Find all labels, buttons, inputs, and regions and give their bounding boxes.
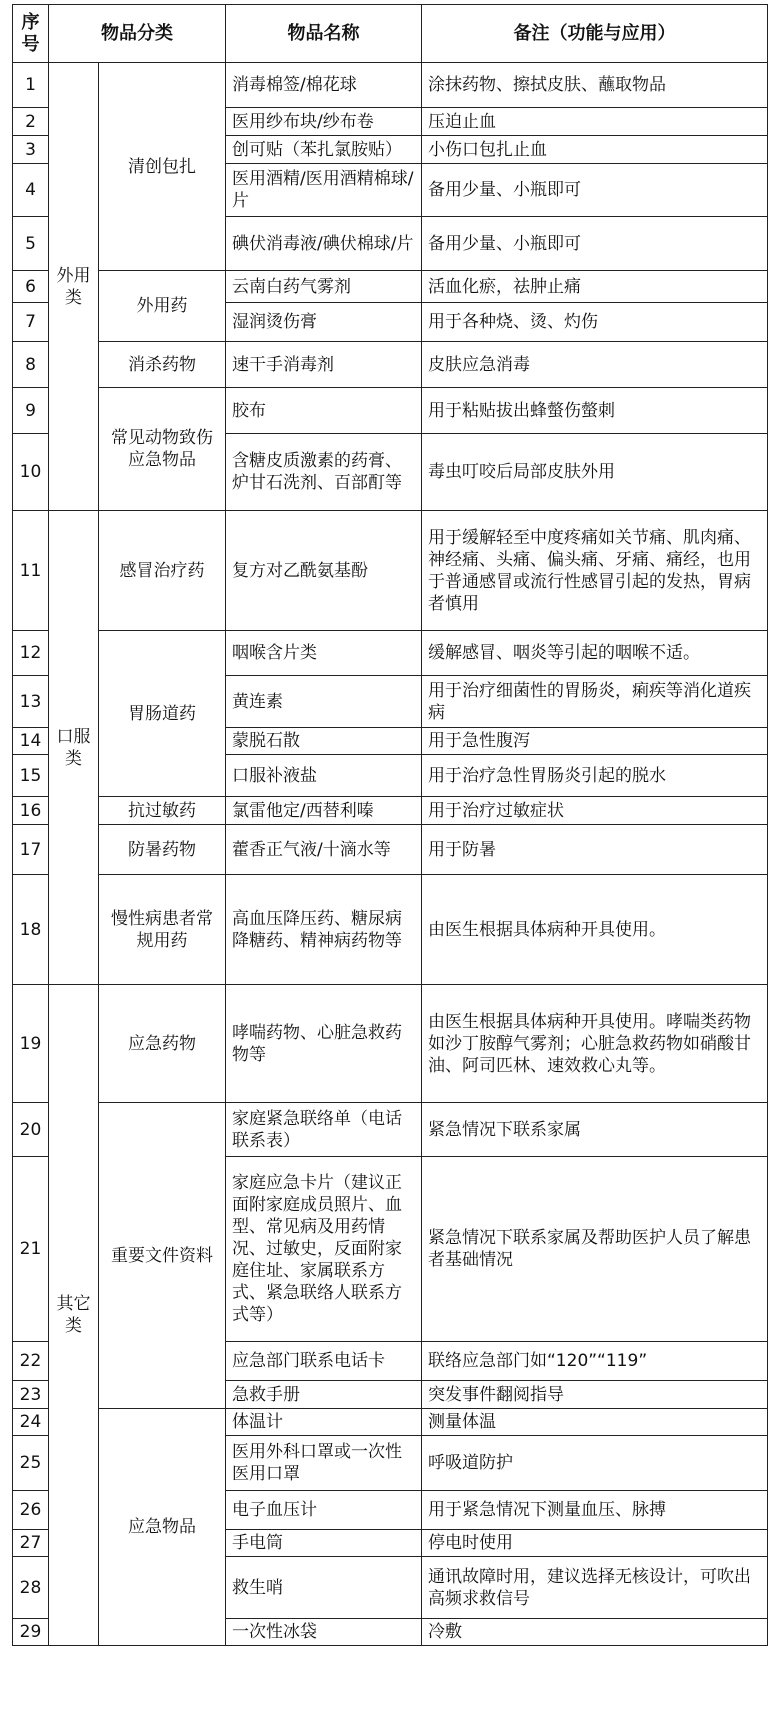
row-no: 9 bbox=[13, 388, 49, 434]
table-row bbox=[13, 388, 768, 434]
item-remark: 测量体温 bbox=[422, 1409, 768, 1436]
group-other: 其它类 bbox=[49, 985, 99, 1646]
item-remark: 备用少量、小瓶即可 bbox=[422, 217, 768, 271]
row-no: 11 bbox=[13, 511, 49, 631]
row-no: 23 bbox=[13, 1381, 49, 1409]
row-no: 10 bbox=[13, 434, 49, 511]
item-name: 碘伏消毒液/碘伏棉球/片 bbox=[226, 217, 422, 271]
subgroup-heatstroke: 防暑药物 bbox=[99, 825, 226, 875]
row-no: 16 bbox=[13, 797, 49, 825]
item-name: 救生哨 bbox=[226, 1557, 422, 1619]
subgroup-topical: 外用药 bbox=[99, 271, 226, 342]
subgroup-emergency-drug: 应急药物 bbox=[99, 985, 226, 1103]
item-name: 咽喉含片类 bbox=[226, 631, 422, 676]
group-external: 外用类 bbox=[49, 63, 99, 511]
item-name: 口服补液盐 bbox=[226, 755, 422, 797]
item-name: 医用酒精/医用酒精棉球/片 bbox=[226, 164, 422, 217]
item-remark: 紧急情况下联系家属及帮助医护人员了解患者基础情况 bbox=[422, 1157, 768, 1342]
row-no: 6 bbox=[13, 271, 49, 303]
table-row bbox=[13, 63, 768, 108]
row-no: 20 bbox=[13, 1103, 49, 1157]
item-name: 湿润烫伤膏 bbox=[226, 303, 422, 342]
item-remark: 用于急性腹泻 bbox=[422, 728, 768, 755]
subgroup-allergy: 抗过敏药 bbox=[99, 797, 226, 825]
item-name: 云南白药气雾剂 bbox=[226, 271, 422, 303]
item-name: 医用外科口罩或一次性医用口罩 bbox=[226, 1436, 422, 1491]
row-no: 1 bbox=[13, 63, 49, 108]
item-name: 家庭紧急联络单（电话联系表） bbox=[226, 1103, 422, 1157]
item-remark: 用于紧急情况下测量血压、脉搏 bbox=[422, 1491, 768, 1530]
item-remark: 联络应急部门如“120”“119” bbox=[422, 1342, 768, 1381]
subgroup-gi: 胃肠道药 bbox=[99, 631, 226, 797]
row-no: 12 bbox=[13, 631, 49, 676]
item-name: 电子血压计 bbox=[226, 1491, 422, 1530]
item-name: 氯雷他定/西替利嗪 bbox=[226, 797, 422, 825]
item-remark: 冷敷 bbox=[422, 1619, 768, 1646]
item-remark: 缓解感冒、咽炎等引起的咽喉不适。 bbox=[422, 631, 768, 676]
item-name: 藿香正气液/十滴水等 bbox=[226, 825, 422, 875]
item-remark: 紧急情况下联系家属 bbox=[422, 1103, 768, 1157]
item-remark: 用于治疗急性胃肠炎引起的脱水 bbox=[422, 755, 768, 797]
row-no: 4 bbox=[13, 164, 49, 217]
item-name: 手电筒 bbox=[226, 1530, 422, 1557]
table-row bbox=[13, 342, 768, 388]
row-no: 3 bbox=[13, 136, 49, 164]
item-name: 高血压降压药、糖尿病降糖药、精神病药物等 bbox=[226, 875, 422, 985]
header-category: 物品分类 bbox=[49, 5, 226, 63]
row-no: 21 bbox=[13, 1157, 49, 1342]
subgroup-supplies: 应急物品 bbox=[99, 1409, 226, 1646]
table-row bbox=[13, 825, 768, 875]
item-remark: 用于粘贴拔出蜂螫伤螫刺 bbox=[422, 388, 768, 434]
table-row bbox=[13, 1409, 768, 1436]
row-no: 8 bbox=[13, 342, 49, 388]
row-no: 19 bbox=[13, 985, 49, 1103]
item-remark: 由医生根据具体病种开具使用。 bbox=[422, 875, 768, 985]
item-remark: 备用少量、小瓶即可 bbox=[422, 164, 768, 217]
item-remark: 停电时使用 bbox=[422, 1530, 768, 1557]
item-name: 哮喘药物、心脏急救药物等 bbox=[226, 985, 422, 1103]
row-no: 15 bbox=[13, 755, 49, 797]
subgroup-disinfect: 消杀药物 bbox=[99, 342, 226, 388]
item-name: 创可贴（苯扎氯胺贴） bbox=[226, 136, 422, 164]
header-name: 物品名称 bbox=[226, 5, 422, 63]
subgroup-debride: 清创包扎 bbox=[99, 63, 226, 271]
table-row bbox=[13, 511, 768, 631]
row-no: 2 bbox=[13, 108, 49, 136]
item-remark: 通讯故障时用，建议选择无核设计，可吹出高频求救信号 bbox=[422, 1557, 768, 1619]
row-no: 28 bbox=[13, 1557, 49, 1619]
item-name: 速干手消毒剂 bbox=[226, 342, 422, 388]
row-no: 7 bbox=[13, 303, 49, 342]
item-remark: 压迫止血 bbox=[422, 108, 768, 136]
item-name: 黄连素 bbox=[226, 676, 422, 728]
row-no: 14 bbox=[13, 728, 49, 755]
subgroup-animal: 常见动物致伤应急物品 bbox=[99, 388, 226, 511]
item-remark: 毒虫叮咬后局部皮肤外用 bbox=[422, 434, 768, 511]
row-no: 26 bbox=[13, 1491, 49, 1530]
item-name: 胶布 bbox=[226, 388, 422, 434]
item-remark: 小伤口包扎止血 bbox=[422, 136, 768, 164]
row-no: 29 bbox=[13, 1619, 49, 1646]
item-name: 含糖皮质激素的药膏、炉甘石洗剂、百部酊等 bbox=[226, 434, 422, 511]
item-name: 蒙脱石散 bbox=[226, 728, 422, 755]
row-no: 27 bbox=[13, 1530, 49, 1557]
item-remark: 由医生根据具体病种开具使用。哮喘类药物如沙丁胺醇气雾剂；心脏急救药物如硝酸甘油、阿司匹林、速效救心丸等。 bbox=[422, 985, 768, 1103]
group-oral: 口服类 bbox=[49, 511, 99, 985]
row-no: 24 bbox=[13, 1409, 49, 1436]
subgroup-cold: 感冒治疗药 bbox=[99, 511, 226, 631]
table-row bbox=[13, 985, 768, 1103]
header-remark: 备注（功能与应用） bbox=[422, 5, 768, 63]
row-no: 18 bbox=[13, 875, 49, 985]
item-name: 消毒棉签/棉花球 bbox=[226, 63, 422, 108]
row-no: 25 bbox=[13, 1436, 49, 1491]
item-name: 体温计 bbox=[226, 1409, 422, 1436]
item-remark: 呼吸道防护 bbox=[422, 1436, 768, 1491]
item-remark: 突发事件翻阅指导 bbox=[422, 1381, 768, 1409]
row-no: 13 bbox=[13, 676, 49, 728]
row-no: 22 bbox=[13, 1342, 49, 1381]
medical-kit-table bbox=[12, 4, 768, 1646]
table-row bbox=[13, 797, 768, 825]
row-no: 5 bbox=[13, 217, 49, 271]
item-remark: 用于各种烧、烫、灼伤 bbox=[422, 303, 768, 342]
row-no: 17 bbox=[13, 825, 49, 875]
item-remark: 用于缓解轻至中度疼痛如关节痛、肌肉痛、神经痛、头痛、偏头痛、牙痛、痛经，也用于普通感冒或流行性感冒引起的发热，胃病者慎用 bbox=[422, 511, 768, 631]
item-name: 急救手册 bbox=[226, 1381, 422, 1409]
table-row bbox=[13, 875, 768, 985]
header-row bbox=[13, 5, 768, 63]
table-row bbox=[13, 631, 768, 676]
table-row bbox=[13, 271, 768, 303]
item-name: 家庭应急卡片（建议正面附家庭成员照片、血型、常见病及用药情况、过敏史，反面附家庭住址、家属联系方式、紧急联络人联系方式等） bbox=[226, 1157, 422, 1342]
header-seq: 序号 bbox=[13, 5, 49, 63]
item-remark: 活血化瘀，祛肿止痛 bbox=[422, 271, 768, 303]
item-name: 医用纱布块/纱布卷 bbox=[226, 108, 422, 136]
item-remark: 用于治疗细菌性的胃肠炎，痢疾等消化道疾病 bbox=[422, 676, 768, 728]
item-name: 复方对乙酰氨基酚 bbox=[226, 511, 422, 631]
item-remark: 涂抹药物、擦拭皮肤、蘸取物品 bbox=[422, 63, 768, 108]
item-remark: 用于治疗过敏症状 bbox=[422, 797, 768, 825]
item-name: 一次性冰袋 bbox=[226, 1619, 422, 1646]
table-row bbox=[13, 1103, 768, 1157]
item-remark: 用于防暑 bbox=[422, 825, 768, 875]
subgroup-docs: 重要文件资料 bbox=[99, 1103, 226, 1409]
item-remark: 皮肤应急消毒 bbox=[422, 342, 768, 388]
item-name: 应急部门联系电话卡 bbox=[226, 1342, 422, 1381]
subgroup-chronic: 慢性病患者常规用药 bbox=[99, 875, 226, 985]
